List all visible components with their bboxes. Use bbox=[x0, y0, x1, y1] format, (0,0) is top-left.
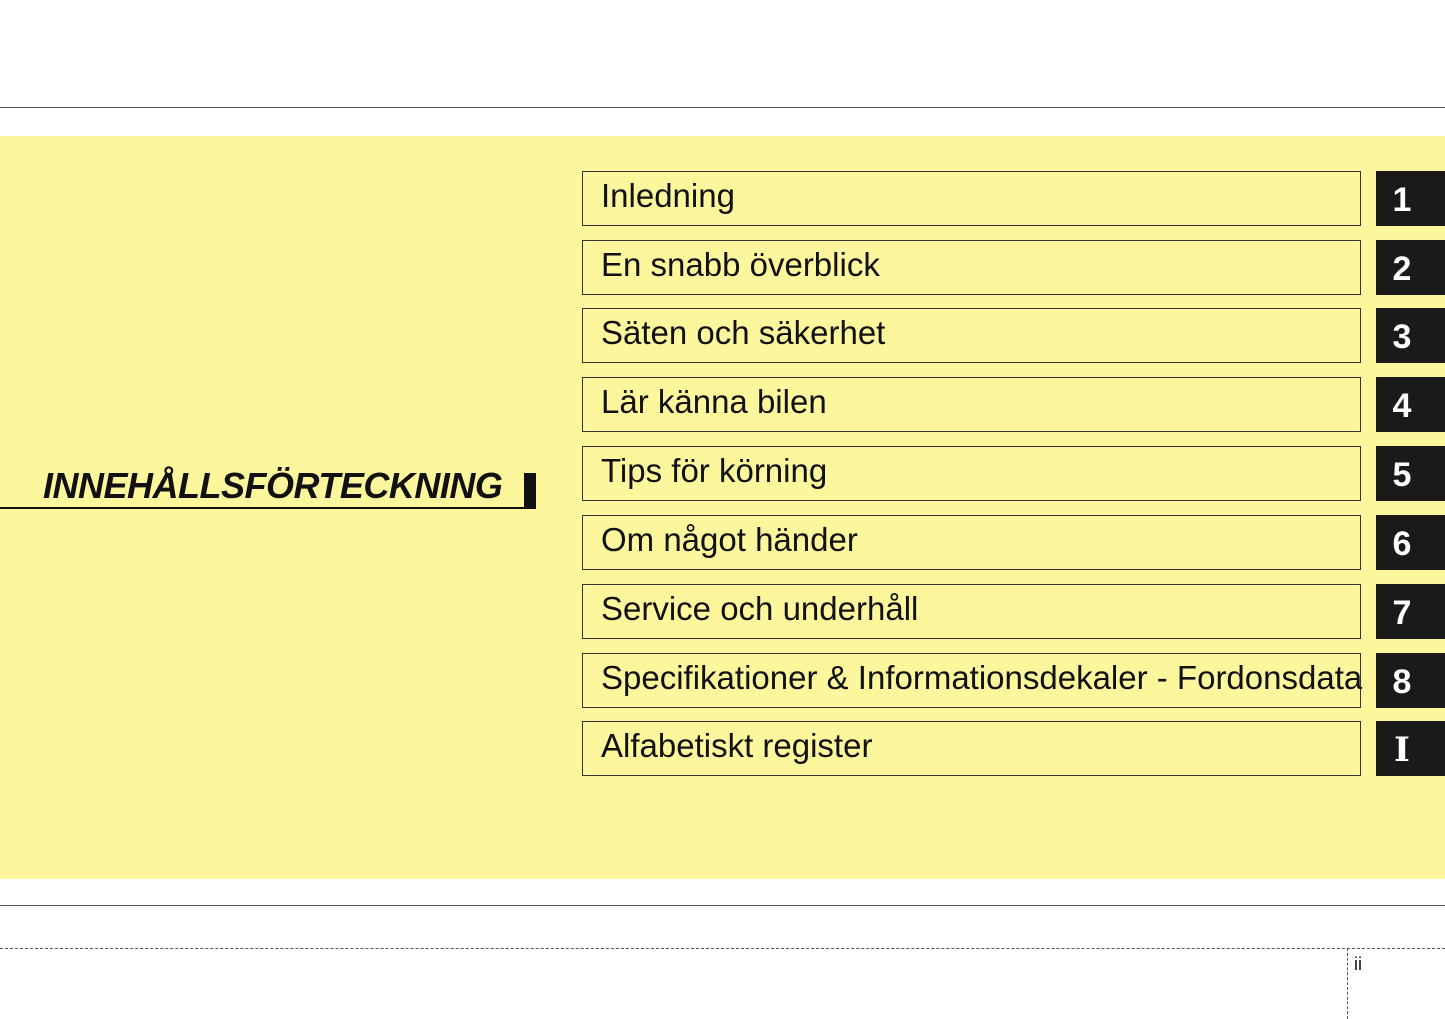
chapter-link-alfabetiskt-register[interactable] bbox=[582, 721, 1361, 776]
chapter-tab-number: 2 bbox=[1392, 250, 1412, 288]
chapter-row-7 bbox=[582, 584, 1445, 639]
chapter-row-1 bbox=[582, 171, 1445, 226]
chapter-title: Inledning bbox=[601, 177, 735, 214]
heading-marker bbox=[524, 473, 536, 508]
chapter-tab-number: 5 bbox=[1392, 456, 1412, 494]
chapter-tab-5[interactable] bbox=[1376, 446, 1445, 501]
chapter-row-3 bbox=[582, 308, 1445, 363]
chapter-tab-7[interactable] bbox=[1376, 584, 1445, 639]
chapter-tab-index[interactable] bbox=[1376, 721, 1445, 776]
chapter-tab-2[interactable] bbox=[1376, 240, 1445, 295]
chapter-link-om-nagot-hander[interactable] bbox=[582, 515, 1361, 570]
chapter-tab-4[interactable] bbox=[1376, 377, 1445, 432]
chapter-title: En snabb överblick bbox=[601, 246, 880, 283]
chapter-link-lar-kanna-bilen[interactable] bbox=[582, 377, 1361, 432]
chapter-row-6 bbox=[582, 515, 1445, 570]
chapter-row-4 bbox=[582, 377, 1445, 432]
top-rule bbox=[0, 107, 1445, 108]
chapter-link-inledning[interactable] bbox=[582, 171, 1361, 226]
bottom-rule bbox=[0, 905, 1445, 906]
chapter-tab-1[interactable] bbox=[1376, 171, 1445, 226]
chapter-tab-number: 7 bbox=[1392, 594, 1412, 632]
chapter-tab-6[interactable] bbox=[1376, 515, 1445, 570]
chapter-tab-number: 6 bbox=[1392, 525, 1412, 563]
chapter-link-saten-sakerhet[interactable] bbox=[582, 308, 1361, 363]
chapter-link-tips-korning[interactable] bbox=[582, 446, 1361, 501]
chapter-tab-3[interactable] bbox=[1376, 308, 1445, 363]
chapter-tab-number: 4 bbox=[1392, 387, 1412, 425]
chapter-title: Alfabetiskt register bbox=[601, 727, 873, 764]
cut-line-vertical bbox=[1347, 948, 1348, 1019]
chapter-title: Lär känna bilen bbox=[601, 383, 827, 420]
chapter-row-index bbox=[582, 721, 1445, 776]
chapter-title: Tips för körning bbox=[601, 452, 828, 489]
chapter-tab-number: I bbox=[1394, 730, 1410, 770]
heading-underline bbox=[0, 507, 536, 509]
chapter-link-snabb-overblick[interactable] bbox=[582, 240, 1361, 295]
chapter-row-8 bbox=[582, 653, 1445, 708]
page-number: ii bbox=[1354, 954, 1362, 974]
chapter-title: Om något händer bbox=[601, 521, 858, 558]
page-title: INNEHÅLLSFÖRTECKNING bbox=[43, 465, 503, 506]
chapter-tab-number: 3 bbox=[1392, 318, 1412, 356]
chapter-title: Specifikationer & Informationsdekaler - Fordonsdata bbox=[601, 659, 1363, 696]
chapter-title: Service och underhåll bbox=[601, 590, 919, 627]
cut-line-horizontal bbox=[0, 948, 1445, 949]
chapter-link-service-underhall[interactable] bbox=[582, 584, 1361, 639]
chapter-tab-number: 1 bbox=[1392, 181, 1412, 219]
chapter-tab-8[interactable] bbox=[1376, 653, 1445, 708]
chapter-tab-number: 8 bbox=[1392, 663, 1412, 701]
chapter-row-2 bbox=[582, 240, 1445, 295]
chapter-title: Säten och säkerhet bbox=[601, 314, 886, 351]
chapter-link-specifikationer[interactable] bbox=[582, 653, 1361, 708]
chapter-row-5 bbox=[582, 446, 1445, 501]
